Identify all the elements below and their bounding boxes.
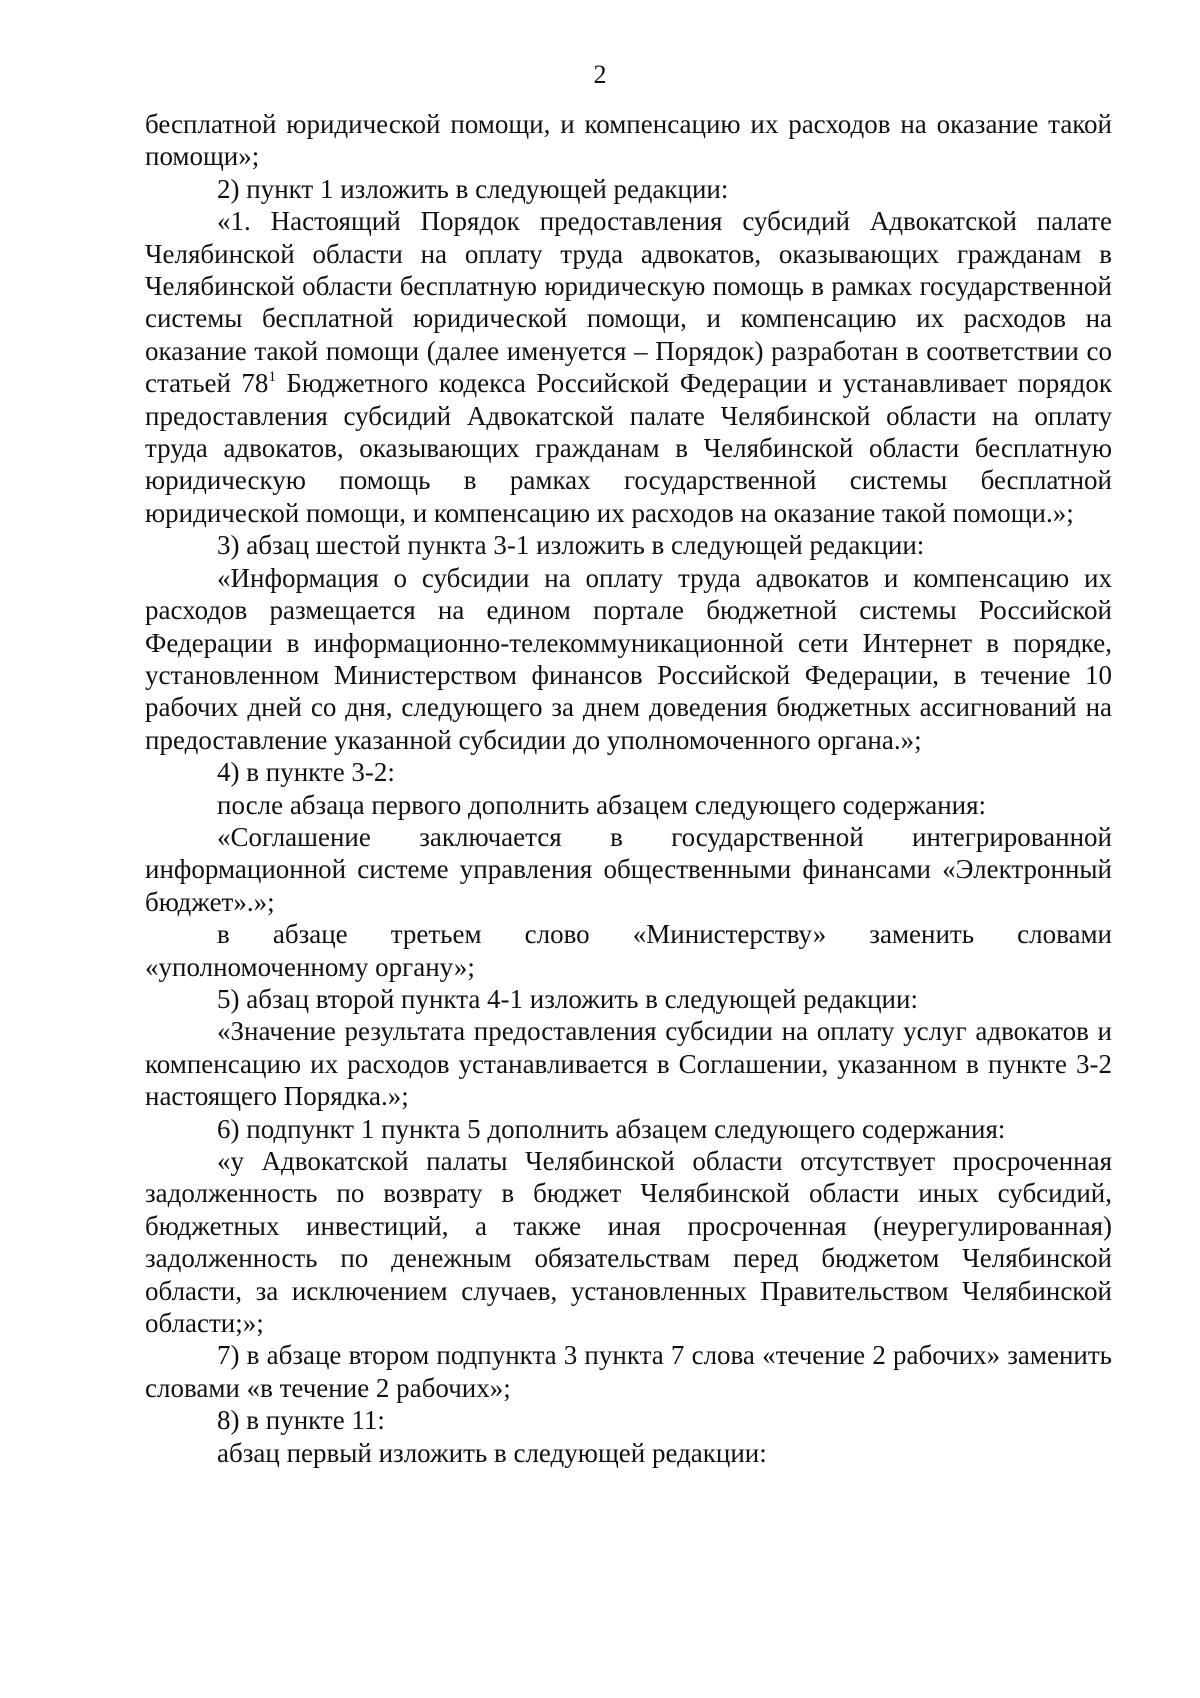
paragraph-item-3-text: «Информация о субсидии на оплату труда адвокатов и компенсацию их расходов размещается на едином портале бюджетной системы Российской Федерации в информационно-телекоммуникационной сети Интернет в порядке, установленном Министерством финансов Российской Федерации, в течение 10 рабочих дней со дня, следующего за днем доведения бюджетных ассигнований на предоставление указанной субсидии до уполномоченного органа.»;: [145, 562, 1112, 755]
paragraph-item-4-quote: «Соглашение заключается в государственной интегрированной информационной системе управления общественными финансами «Электронный бюджет».»;: [145, 821, 1112, 917]
page-number: 2: [593, 60, 607, 89]
paragraph-item-6-text: «у Адвокатской палаты Челябинской области отсутствует просроченная задолженность по возврату в бюджет Челябинской области иных субсидий, бюджетных инвестиций, а также иная просроченная (неурегулированная) задолженность по денежным обязательствам перед бюджетом Челябинской области, за исключением случаев, установленных Правительством Челябинской области;»;: [145, 1146, 1112, 1339]
paragraph-item-4: 4) в пункте 3-2:: [217, 757, 395, 788]
paragraph-item-2-text: [145, 205, 1112, 529]
paragraph-item-6: 6) подпункт 1 пункта 5 дополнить абзацем следующего содержания:: [217, 1113, 1006, 1144]
paragraph-item-2-text-part1: «1. Настоящий Порядок предоставления субсидий Адвокатской палате Челябинской области на оплату труда адвокатов, оказывающих гражданам в Челябинской области бесплатную юридическую помощь в рамках государственной системы бесплатной юридической помощи, и компенсацию их расходов на оказание такой помощи (далее именуется – Порядок) разработан в соответствии со статьей 78: [145, 206, 1112, 399]
document-body: [145, 108, 1112, 1469]
paragraph-continuation: бесплатной юридической помощи, и компенсацию их расходов на оказание такой помощи»;: [145, 109, 1112, 172]
paragraph-item-5-text: «Значение результата предоставления субсидии на оплату услуг адвокатов и компенсацию их расходов устанавливается в Соглашении, указанном в пункте 3-2 настоящего Порядка.»;: [145, 1016, 1112, 1112]
paragraph-item-5: 5) абзац второй пункта 4-1 изложить в следующей редакции:: [217, 983, 918, 1014]
paragraph-item-7: 7) в абзаце втором подпункта 3 пункта 7 слова «течение 2 рабочих» заменить словами «в течение 2 рабочих»;: [145, 1340, 1112, 1403]
paragraph-item-4-sub1: после абзаца первого дополнить абзацем следующего содержания:: [217, 789, 987, 820]
paragraph-item-2: 2) пункт 1 изложить в следующей редакции:: [217, 173, 729, 204]
paragraph-item-2-text-part2: Бюджетного кодекса Российской Федерации и устанавливает порядок предоставления субсидий Адвокатской палате Челябинской области на оплату труда адвокатов, оказывающих гражданам в Челябинской области бесплатную юридическую помощь в рамках государственной системы бесплатной юридической помощи, и компенсацию их расходов на оказание такой помощи.»;: [145, 368, 1112, 528]
paragraph-item-8: 8) в пункте 11:: [217, 1405, 385, 1436]
paragraph-item-8-sub1: абзац первый изложить в следующей редакции:: [217, 1437, 767, 1468]
superscript-article-78-1: 1: [268, 369, 276, 386]
paragraph-item-3: 3) абзац шестой пункта 3-1 изложить в следующей редакции:: [217, 530, 925, 561]
paragraph-item-4-sub2: в абзаце третьем слово «Министерству» заменить словами «уполномоченному органу»;: [145, 919, 1112, 982]
